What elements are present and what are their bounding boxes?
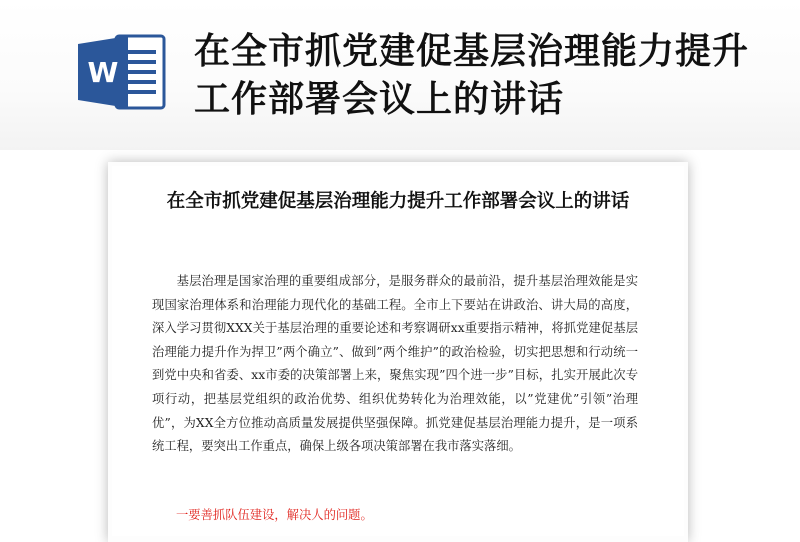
word-document-icon xyxy=(76,34,168,110)
header-banner xyxy=(0,0,800,150)
document-title: 在全市抓党建促基层治理能力提升工作部署会议上的讲话 xyxy=(166,191,630,212)
svg-text:W: W xyxy=(87,56,119,89)
document-subheading: 一要善抓队伍建设，解决人的问题。 xyxy=(176,508,373,522)
header-title: 在全市抓党建促基层治理能力提升工作部署会议上的讲话 xyxy=(194,31,750,120)
document-paragraph: 基层治理是国家治理的重要组成部分，是服务群众的最前沿，提升基层治理效能是实现国家治理体系和治理能力现代化的基础工程。全市上下要站在讲政治、讲大局的高度，深入学习贯彻XXX关于基层治理的重要论述和考察调研xx重要指示精神，将抓党建促基层治理能力提升作为捍卫”两个确立”、做到”两个维护”的政治检验，切实把思想和行动统一到党中央和省委、xx市委的决策部署上来，聚焦实现”四个进一步”目标，扎实开展此次专项行动，把基层党组织的政治优势、组织优势转化为治理效能，以”党建优”引领”治理优”，为XX全方位推动高质量发展提供坚强保障。抓党建促基层治理能力提升，是一项系统工程，要突出工作重点，确保上级各项决策部署在我市落实落细。 xyxy=(152,274,638,454)
document-page xyxy=(112,166,684,536)
